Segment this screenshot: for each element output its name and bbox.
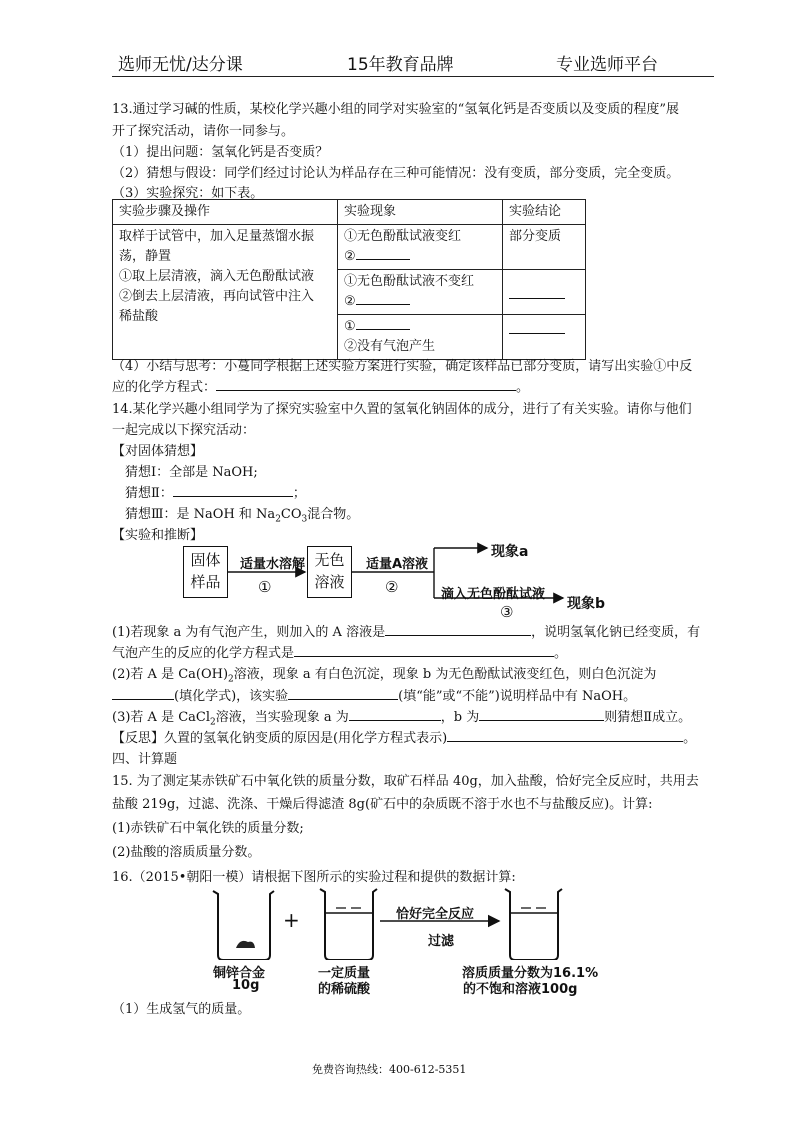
plus-sign: + xyxy=(283,908,300,932)
beaker-icon xyxy=(320,889,377,960)
flow-box-colorless-solution: 无色 溶液 xyxy=(307,546,352,598)
flow-step-3: ③ xyxy=(500,603,514,621)
beaker2-label-line1: 一定质量 xyxy=(318,966,371,981)
table-steps-cell: 取样于试管中，加入足量蒸馏水振 荡，静置 ①取上层清液，滴入无色酚酞试液 ②倒去上层清液，再向试管中注入 稀盐酸 xyxy=(113,225,338,360)
q14-part-1a: (1)若现象 a 为有气泡产生，则加入的 A 溶液是 ，说明氢氧化钠已经变质，有 xyxy=(112,625,701,640)
q16-part-1: （1）生成氢气的质量。 xyxy=(112,1002,251,1017)
beaker-icon xyxy=(505,889,562,960)
footer-hotline: 免费咨询热线：400-612-5351 xyxy=(312,1063,467,1076)
table-row1-phenomena: ①无色酚酞试液变红 ② xyxy=(338,225,503,270)
q14-reflection: 【反思】久置的氢氧化钠变质的原因是(用化学方程式表示) 。 xyxy=(112,731,697,746)
q13-step-2: （2）猜想与假设：同学们经过讨论认为样品存在三种可能情况：没有变质，部分变质，完全变质。 xyxy=(112,166,680,181)
q15-line-2: 盐酸 219g，过滤、洗涤、干燥后得滤渣 8g(矿石中的杂质既不溶于水也不与盐酸反应)。计算: xyxy=(112,797,653,812)
q16-line-1: 16.（2015•朝阳一模）请根据下图所示的实验过程和提供的数据计算: xyxy=(112,870,516,885)
q13-step-4b: 应的化学方程式： 。 xyxy=(112,380,530,395)
flow-step-1: ① xyxy=(258,578,272,596)
section-calculation-heading: 四、计算题 xyxy=(112,752,178,767)
flow-step-2: ② xyxy=(385,578,399,596)
q14-experiment-heading: 【实验和推断】 xyxy=(112,528,204,543)
table-row1-conclusion: 部分变质 xyxy=(503,225,586,270)
flow-box-solid-sample: 固体 样品 xyxy=(183,546,228,598)
table-header-phenomena: 实验现象 xyxy=(338,200,503,225)
q15-line-3: (1)赤铁矿石中氧化铁的质量分数; xyxy=(112,821,304,836)
q14-guess-2: 猜想Ⅱ： ； xyxy=(125,486,306,501)
q14-part-2a: (2)若 A 是 $Ca(OH)_2$溶液，现象 a 有白色沉淀，现象 b 为无色酚酞试液变红色，则白色沉淀为 xyxy=(112,667,657,685)
flow-result-b: 现象b xyxy=(567,596,606,612)
header-center: 15年教育品牌 xyxy=(347,55,454,75)
flow-arrow1-label: 适量水溶解 xyxy=(240,557,306,572)
beaker3-label-line2: 的不饱和溶液100g xyxy=(463,982,578,997)
q14-part-3: (3)若 A 是 CaCl$_2$溶液，当实验现象 a 为 ，b 为 则猜想Ⅱ成立。 xyxy=(112,710,692,728)
q13-intro-1: 13.通过学习碱的性质，某校化学兴趣小组的同学对实验室的“氢氧化钙是否变质以及变质的程度”展 xyxy=(112,102,679,117)
q14-guess-1: 猜想Ⅰ：全部是 NaOH; xyxy=(125,465,258,480)
table-row3-phenomena: ① ②没有气泡产生 xyxy=(338,315,503,360)
beaker1-label-line2: 10g xyxy=(232,978,260,993)
q13-step-1: （1）提出问题：氢氧化钙是否变质？ xyxy=(112,145,329,160)
header-left: 选师无忧/达分课 xyxy=(118,55,243,75)
arrow-top-label: 恰好完全反应 xyxy=(396,907,475,922)
flow-arrow3-label: 滴入无色酚酞试液 xyxy=(441,587,546,602)
q15-line-1: 15. 为了测定某赤铁矿石中氧化铁的质量分数，取矿石样品 40g，加入盐酸，恰好完全反应时，共用去 xyxy=(112,774,699,789)
beaker2-label-line2: 的稀硫酸 xyxy=(318,982,371,997)
q14-intro-2: 一起完成以下探究活动： xyxy=(112,423,256,438)
q15-line-4: (2)盐酸的溶质质量分数。 xyxy=(112,845,261,860)
q14-part-2b: (填化学式)，该实验 (填“能”或“不能”)说明样品中有 NaOH。 xyxy=(112,685,636,704)
beaker1-label-line1: 铜锌合金 xyxy=(213,966,266,981)
header-right: 专业选师平台 xyxy=(556,55,658,75)
table-header-steps: 实验步骤及操作 xyxy=(113,200,338,225)
q14-guess-heading: 【对固体猜想】 xyxy=(112,444,204,459)
q13-step-4a: （4）小结与思考：小蔓同学根据上述实验方案进行实验，确定该样品已部分变质，请写出实验①中反 xyxy=(112,359,693,374)
q14-intro-1: 14.某化学兴趣小组同学为了探究实验室中久置的氢氧化钠固体的成分，进行了有关实验。请你与他们 xyxy=(112,402,692,417)
table-header-conclusion: 实验结论 xyxy=(503,200,586,225)
beaker3-label-line1: 溶质质量分数为16.1% xyxy=(462,966,599,981)
q14-guess-3: 猜想Ⅲ：是 NaOH 和 $Na_2CO_3$混合物。 xyxy=(125,507,360,525)
q13-step-3: （3）实验探究：如下表。 xyxy=(112,186,264,201)
flow-result-a: 现象a xyxy=(491,544,529,560)
beaker-icon xyxy=(213,891,274,960)
arrow-bottom-label: 过滤 xyxy=(428,934,455,949)
q13-intro-2: 开了探究活动，请你一同参与。 xyxy=(112,124,295,139)
q14-part-1b: 气泡产生的反应的化学方程式是 。 xyxy=(112,646,568,661)
table-row2-phenomena: ①无色酚酞试液不变红 ② xyxy=(338,270,503,315)
alloy-lump-icon xyxy=(236,941,255,948)
flow-arrow2-label: 适量A溶液 xyxy=(366,557,429,572)
